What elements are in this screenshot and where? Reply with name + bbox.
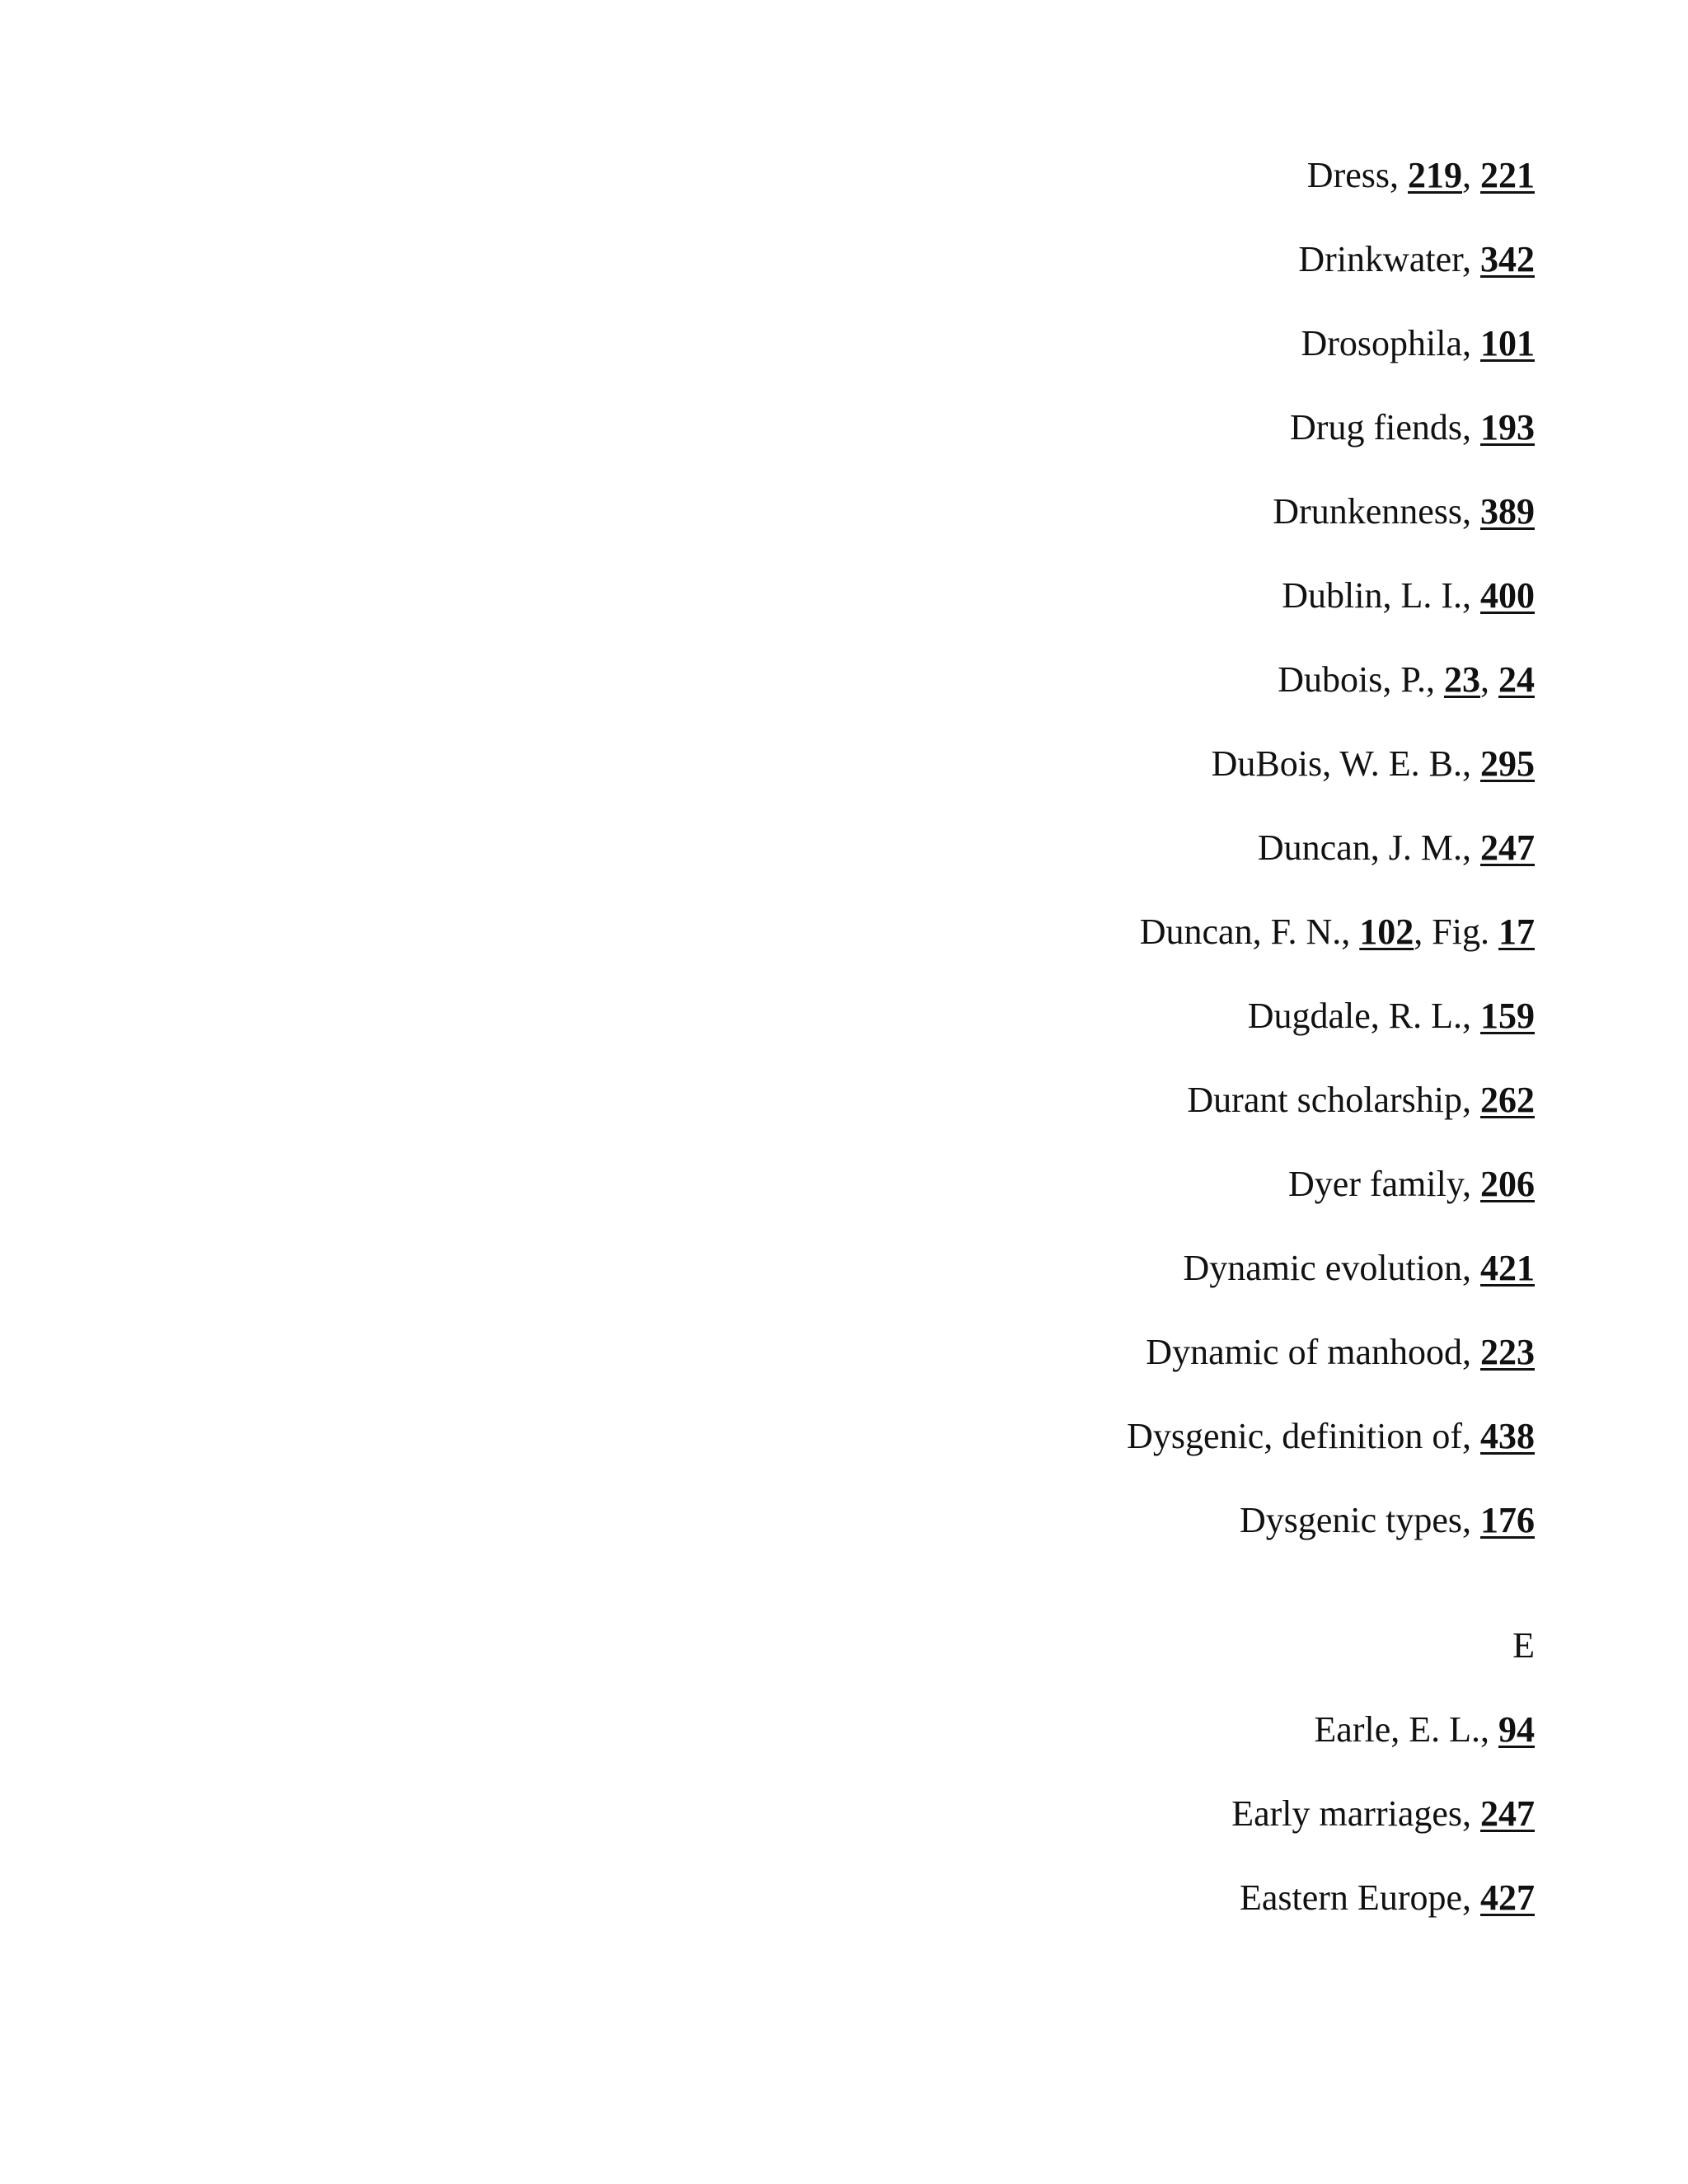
page-number-link[interactable]: 438	[1480, 1416, 1535, 1456]
entry-text: Dyer family,	[1288, 1164, 1480, 1204]
entry-text: Durant scholarship,	[1187, 1080, 1480, 1120]
page-number-link[interactable]: 421	[1480, 1248, 1535, 1288]
entry-text: Drug fiends,	[1290, 407, 1480, 448]
page-number-link[interactable]: 101	[1480, 323, 1535, 363]
entry-text: ,	[1462, 155, 1480, 195]
section-letter-heading: E	[1512, 1625, 1535, 1666]
index-entry	[1288, 1160, 1535, 1209]
page-number-link[interactable]: 247	[1480, 827, 1535, 868]
entry-text: Dysgenic, definition of,	[1127, 1416, 1480, 1456]
index-entry	[1184, 1244, 1536, 1293]
page-number-link[interactable]: 176	[1480, 1500, 1535, 1540]
page-number-link[interactable]: 159	[1480, 996, 1535, 1036]
index-entry	[1231, 1789, 1535, 1839]
page-number-link[interactable]: 23	[1444, 659, 1480, 700]
page-number-link[interactable]: 24	[1498, 659, 1535, 700]
entry-text: Drinkwater,	[1298, 239, 1480, 279]
index-entry	[1314, 1705, 1535, 1755]
entry-text: , Fig.	[1414, 912, 1498, 952]
index-entry	[1298, 235, 1535, 284]
page-number-link[interactable]: 94	[1498, 1709, 1535, 1750]
index-entry	[1282, 571, 1535, 621]
index-entry	[1307, 151, 1535, 200]
index-entry	[1212, 739, 1535, 789]
index-entry	[1248, 991, 1535, 1041]
index-entry	[1140, 907, 1535, 957]
page-number-link[interactable]: 193	[1480, 407, 1535, 448]
entry-text: Dysgenic types,	[1239, 1500, 1480, 1540]
page-number-link[interactable]: 427	[1480, 1877, 1535, 1918]
index-entry	[1278, 655, 1535, 705]
page-number-link[interactable]: 295	[1480, 743, 1535, 784]
index-entry	[1146, 1328, 1535, 1377]
entry-text: Dress,	[1306, 155, 1408, 195]
index-entry	[1258, 823, 1535, 873]
page-number-link[interactable]: 262	[1480, 1080, 1535, 1120]
page-number-link[interactable]: 221	[1480, 155, 1535, 195]
entry-text: Drunkenness,	[1273, 491, 1480, 532]
page-number-link[interactable]: 102	[1359, 912, 1414, 952]
entry-text: Dugdale, R. L.,	[1247, 996, 1480, 1036]
page-number-link[interactable]: 206	[1480, 1164, 1535, 1204]
page-number-link[interactable]: 342	[1480, 239, 1535, 279]
index-entry	[1127, 1412, 1535, 1461]
entry-text: Duncan, J. M.,	[1257, 827, 1480, 868]
entry-text: Early marriages,	[1231, 1793, 1480, 1834]
entry-text: Dynamic evolution,	[1183, 1248, 1480, 1288]
index-entry	[1290, 403, 1535, 452]
entry-text: Eastern Europe,	[1240, 1877, 1480, 1918]
page-number-link[interactable]: 400	[1480, 575, 1535, 616]
entry-text: ,	[1480, 659, 1498, 700]
page-number-link[interactable]: 389	[1480, 491, 1535, 532]
entry-text: Earle, E. L.,	[1314, 1709, 1498, 1750]
entry-text: Duncan, F. N.,	[1139, 912, 1360, 952]
index-entry	[1273, 487, 1535, 537]
index-entry	[1187, 1076, 1535, 1125]
index-entry	[1240, 1873, 1535, 1923]
entry-text: Dynamic of manhood,	[1146, 1332, 1480, 1372]
entry-text: Dubois, P.,	[1278, 659, 1444, 700]
index-entry	[1240, 1496, 1535, 1545]
entry-text: DuBois, W. E. B.,	[1211, 743, 1480, 784]
entry-text: Dublin, L. I.,	[1282, 575, 1480, 616]
page-number-link[interactable]: 223	[1480, 1332, 1535, 1372]
page-number-link[interactable]: 17	[1498, 912, 1535, 952]
index-entry	[1301, 319, 1535, 368]
page-number-link[interactable]: 219	[1408, 155, 1462, 195]
page-number-link[interactable]: 247	[1480, 1793, 1535, 1834]
entry-text: Drosophila,	[1301, 323, 1480, 363]
